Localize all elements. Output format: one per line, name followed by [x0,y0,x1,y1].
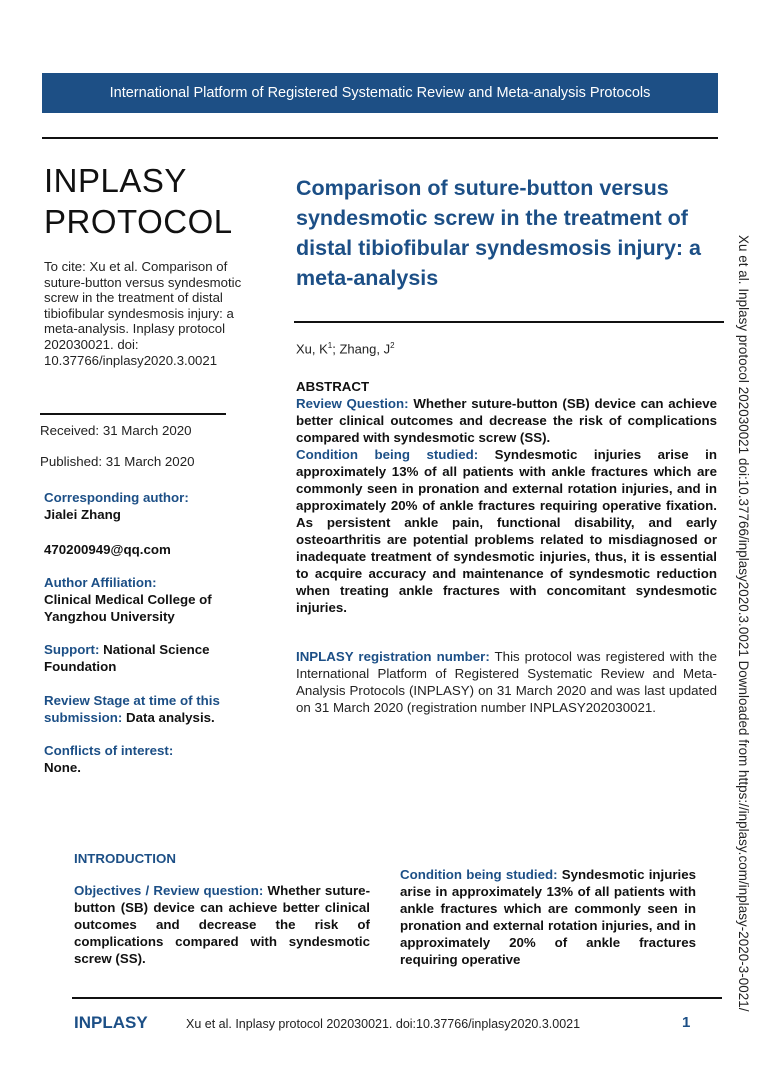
support-value: National Science Foundation [44,642,210,674]
published-date: Published: 31 March 2020 [40,454,195,469]
footer-brand: INPLASY [74,1013,148,1032]
registration-statement [296,648,717,716]
brand-block [44,160,233,242]
corresponding-name: Jialei Zhang [44,507,121,522]
abstract-heading: ABSTRACT [296,379,370,394]
affiliation-label: Author Affiliation: [44,575,157,590]
author-1: Xu, K [296,341,328,357]
citation: To cite: Xu et al. Comparison of suture-button versus syndesmotic screw in the treatment of distal tibiofibular syndesmosis injury: a meta-analysis. Inplasy protocol 202030021. doi: 10.37766/inplasy2020.3.0021 [44,259,242,368]
author-email [44,541,274,558]
sidebar-rule [40,413,226,415]
review-question-label: Review Question: [296,396,409,411]
intro-condition [400,866,696,968]
registration-text: This protocol was registered with the International Platform of Registered Systematic Review and Meta-Analysis Protocols (INPLASY) on 31 March 2020 and was last updated on 31 March 2020 (registration number INPLASY202030021. [296,649,717,715]
author-1-affil: 1 [327,341,333,350]
author-list [296,341,395,356]
email-text: 470200949@qq.com [44,542,171,557]
author-2: Zhang, J [339,341,391,357]
stage-value: Data analysis. [126,710,215,725]
vertical-side-note: Xu et al. Inplasy protocol 202030021 doi:10.37766/inplasy2020.3.0021 Downloaded from https://inplasy.com/inplasy-2020-3-0021/ [736,235,751,1012]
brand-line-2: PROTOCOL [44,203,233,240]
conflicts-value: None. [44,760,81,775]
review-question-text: Whether suture-button (SB) device can achieve better clinical outcomes and decrease the risk of complications compared with syndesmotic screw (SS). [296,396,717,445]
brand-line-1: INPLASY [44,162,187,199]
condition-label: Condition being studied: [296,447,479,462]
condition-text: Syndesmotic injuries arise in approximately 13% of all patients with ankle fractures which are commonly seen in pronation and external rotation injuries, and in approximately 20% of ankle fractures requiring operative fixation. As persistent ankle pain, functional disability, and early osteoarthritis are potential problems related to misdiagnosed or inadequate treatment of syndesmotic injuries, thus, it is essential to acquire accuracy and maintenance of syndesmotic reduction when treating ankle fractures with concomitant syndesmotic injuries. [296,447,717,615]
abstract [296,378,717,616]
corresponding-author [44,489,274,523]
introduction-heading: INTRODUCTION [74,851,176,866]
intro-condition-text: Syndesmotic injuries arise in approximately 13% of all patients with ankle fractures which are commonly seen in pronation and external rotation injuries, and in approximately 20% of ankle fractures requiring operative [400,867,696,967]
support [44,641,274,675]
review-stage [44,692,274,726]
registration-label: INPLASY registration number: [296,649,490,664]
conflicts-of-interest [44,742,274,776]
affiliation-value: Clinical Medical College of Yangzhou University [44,592,212,624]
paper-title: Comparison of suture-button versus syndesmotic screw in the treatment of distal tibiofibular syndesmosis injury: a meta-analysis [296,176,702,290]
corresponding-label: Corresponding author: [44,490,189,505]
header-banner [42,73,718,113]
received-date: Received: 31 March 2020 [40,423,192,438]
support-label: Support: [44,642,100,657]
intro-objectives [74,882,370,967]
footer-rule [72,997,722,999]
top-rule [42,137,718,139]
title-rule [294,321,724,323]
author-affiliation [44,574,274,625]
footer-citation: Xu et al. Inplasy protocol 202030021. doi:10.37766/inplasy2020.3.0021 [186,1017,581,1031]
author-separator: ; [332,341,340,357]
banner-text: International Platform of Registered Systematic Review and Meta-analysis Protocols [109,85,651,101]
objectives-label: Objectives / Review question: [74,883,264,898]
stage-label: Review Stage at time of this submission: [44,693,220,725]
objectives-text: Whether suture-button (SB) device can achieve better clinical outcomes and decrease the risk of complications compared with syndesmotic screw (SS). [74,883,370,966]
page-number: 1 [682,1014,691,1031]
conflicts-label: Conflicts of interest: [44,743,174,758]
intro-condition-label: Condition being studied: [400,867,558,882]
author-2-affil: 2 [390,341,395,350]
